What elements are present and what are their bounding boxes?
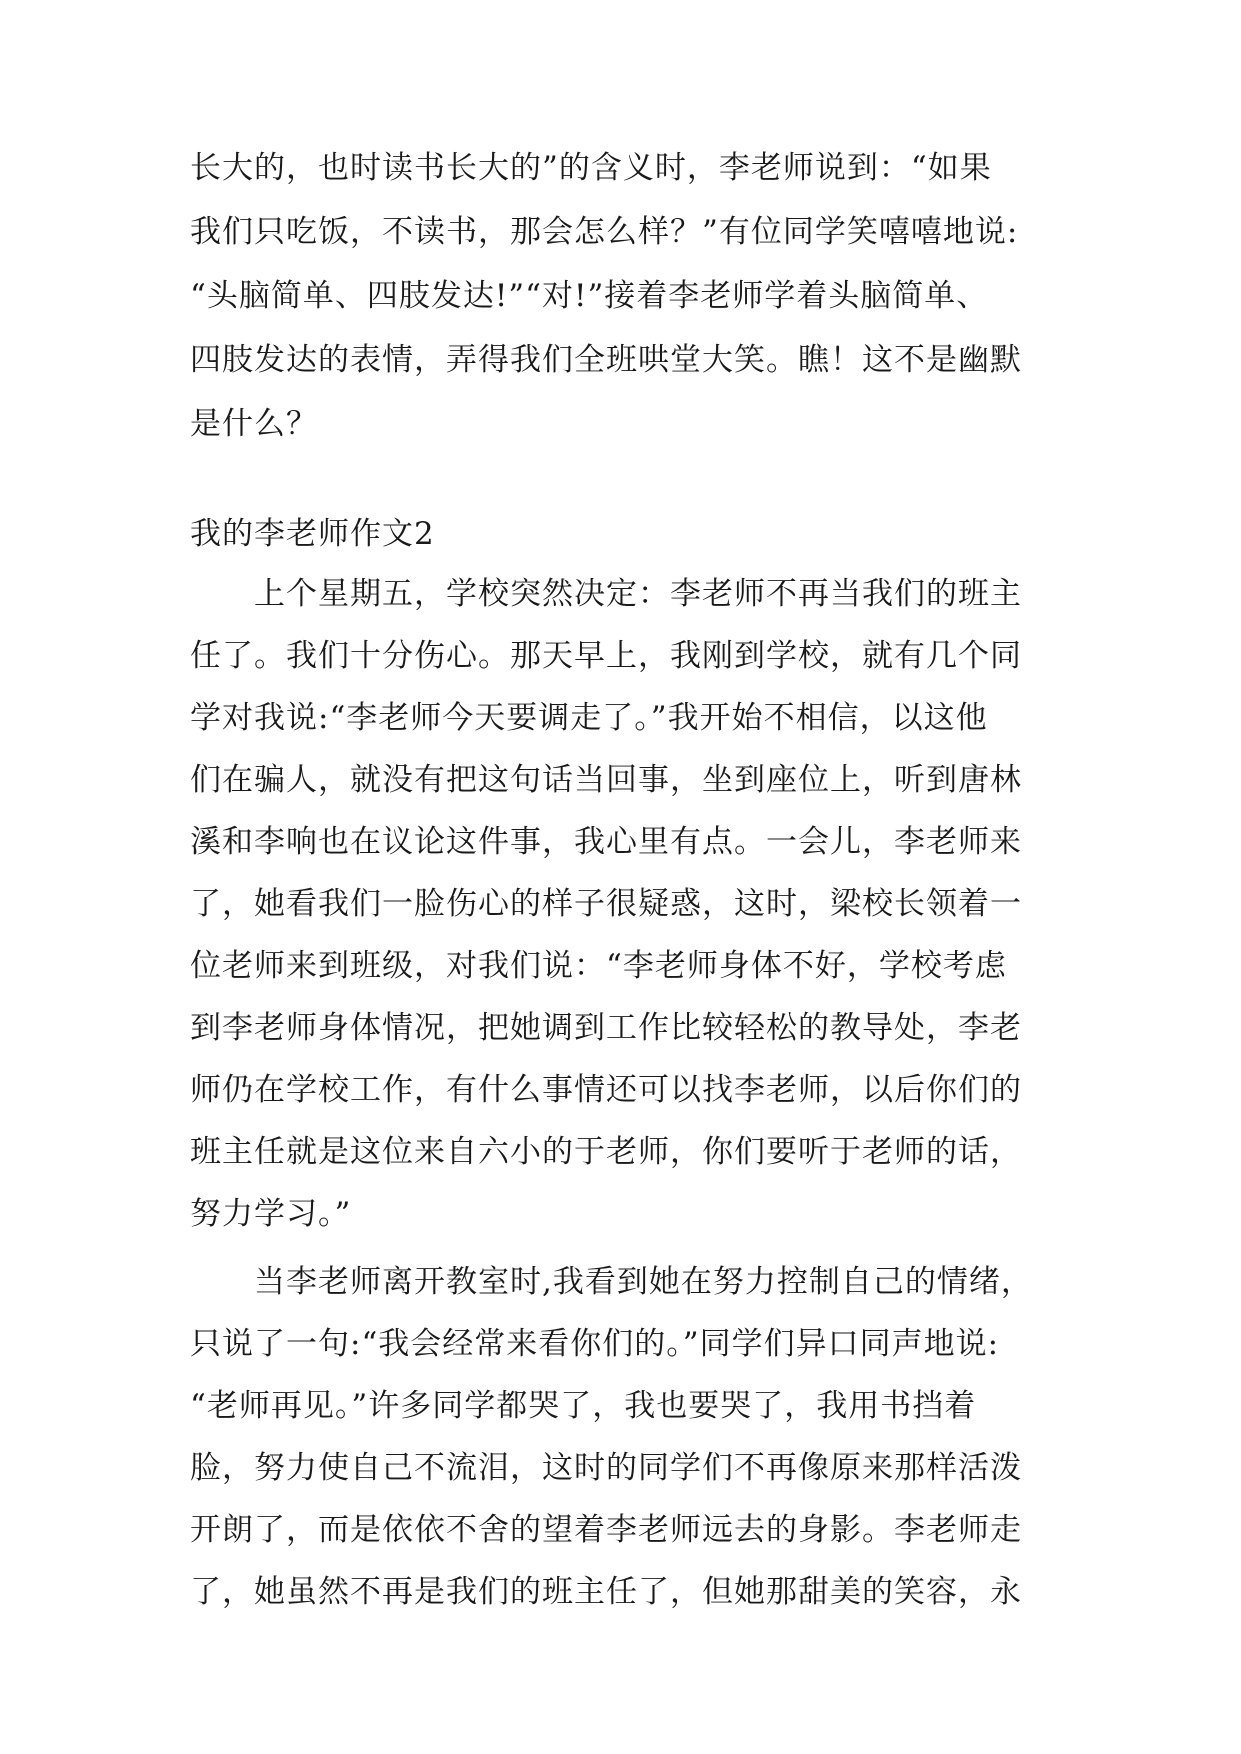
- paragraph-line: “头脑简单、四肢发达!”“对!”接着李老师学着头脑简单、: [190, 278, 989, 314]
- paragraph-line: 们在骗人，就没有把这句话当回事，坐到座位上，听到唐林: [190, 762, 1022, 798]
- paragraph-line: 学对我说:“李老师今天要调走了。”我开始不相信，以这他: [190, 700, 988, 736]
- paragraph-line: 当李老师离开教室时,我看到她在努力控制自己的情绪，: [254, 1264, 1033, 1300]
- paragraph-line: 我们只吃饭，不读书，那会怎么样？”有位同学笑嘻嘻地说:: [190, 214, 1019, 250]
- paragraph-line: 四肢发达的表情，弄得我们全班哄堂大笑。瞧！这不是幽默: [190, 342, 1022, 378]
- paragraph-line: “老师再见。”许多同学都哭了，我也要哭了，我用书挡着: [190, 1388, 977, 1424]
- paragraph-line: 努力学习。”: [190, 1196, 352, 1232]
- paragraph-line: 了，她虽然不再是我们的班主任了，但她那甜美的笑容，永: [190, 1574, 1022, 1610]
- paragraph-line: 班主任就是这位来自六小的于老师，你们要听于老师的话，: [190, 1134, 1022, 1170]
- paragraph-line: 开朗了，而是依依不舍的望着李老师远去的身影。李老师走: [190, 1512, 1022, 1548]
- section-heading: 我的李老师作文2: [190, 516, 435, 552]
- paragraph-line: 只说了一句:“我会经常来看你们的。”同学们异口同声地说:: [190, 1326, 1000, 1362]
- paragraph-line: 脸，努力使自己不流泪，这时的同学们不再像原来那样活泼: [190, 1450, 1022, 1486]
- paragraph-line: 师仍在学校工作，有什么事情还可以找李老师，以后你们的: [190, 1072, 1022, 1108]
- paragraph-line: 是什么？: [190, 406, 318, 442]
- paragraph-line: 位老师来到班级，对我们说：“李老师身体不好，学校考虑: [190, 948, 1007, 984]
- paragraph-line: 任了。我们十分伤心。那天早上，我刚到学校，就有几个同: [190, 638, 1022, 674]
- paragraph-line: 到李老师身体情况，把她调到工作比较轻松的教导处，李老: [190, 1010, 1022, 1046]
- paragraph-line: 上个星期五，学校突然决定：李老师不再当我们的班主: [254, 576, 1022, 612]
- paragraph-line: 了，她看我们一脸伤心的样子很疑惑，这时，梁校长领着一: [190, 886, 1022, 922]
- paragraph-line: 溪和李响也在议论这件事，我心里有点。一会儿，李老师来: [190, 824, 1022, 860]
- paragraph-line: 长大的，也时读书长大的”的含义时，李老师说到：“如果: [190, 150, 992, 186]
